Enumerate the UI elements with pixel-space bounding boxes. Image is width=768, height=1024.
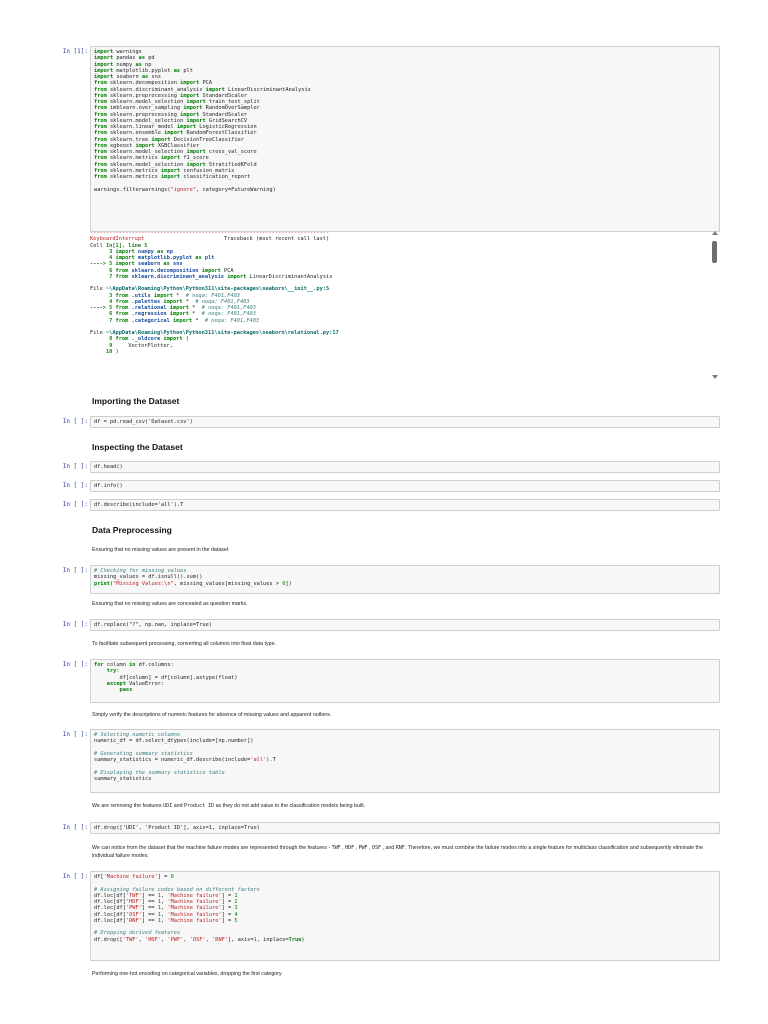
heading-preprocessing: Data Preprocessing: [92, 525, 172, 535]
code-cell-astype-float[interactable]: [60, 659, 720, 703]
code-input[interactable]: [90, 871, 720, 961]
markdown-one-hot: Performing one-hot encoding on categorical variables, dropping the first category: [92, 971, 282, 977]
md-code-twf: TWF: [331, 845, 341, 851]
code-cell-describe[interactable]: [60, 499, 720, 511]
code-cell-missing-values[interactable]: [60, 565, 720, 594]
code-input[interactable]: [90, 565, 720, 594]
cell-prompt: In [ ]:: [62, 463, 88, 470]
code-text: import warnings import pandas as pd import numpy as np import matplotlib.pyplot as plt import seaborn as sns from sklearn.decomposition import PCA from sklearn.discriminant_analysis import LinearDiscriminantAnalysis from sklearn.preprocessing import StandardScaler from sklearn.model_selection import train_test_split from imblearn.over_sampling import RandomOverSampler from sklearn.preprocessing import StandardScaler from sklearn.model_selection import GridSearchCV from sklearn.linear_model import LogisticRegression from sklearn.ensemble import RandomForestClassifier from sklearn.tree import DecisionTreeClassifier from xgboost import XGBClassifier from sklearn.model_selection import cross_val_score from sklearn.metrics import f1_score from sklearn.model_selection import StratifiedKFold from sklearn.metrics import confusion_matrix from sklearn.metrics import classification_report warnings.filterwarnings("ignore", category=FutureWarning): [94, 49, 311, 193]
md-text: . Therefore, we must combine the failure modes into a single feature for multiclass classification and subsequently eliminate the individual failure modes.: [92, 845, 703, 859]
cell-prompt: In [ ]:: [62, 873, 88, 880]
md-text: We can notice from the dataset that the machine failure modes are represented through the features -: [92, 845, 331, 851]
code-cell-imports[interactable]: [60, 46, 720, 232]
code-input[interactable]: [90, 619, 720, 631]
md-text: as they do not add value to the classification models being built.: [215, 803, 366, 809]
cell-prompt: In [ ]:: [62, 501, 88, 508]
cell-output-traceback: [90, 230, 720, 382]
code-text: df = pd.read_csv('Dataset.csv'): [94, 419, 193, 425]
cell-prompt: In [ ]:: [62, 621, 88, 628]
code-input[interactable]: [90, 461, 720, 473]
cell-prompt: In [ ]:: [62, 482, 88, 489]
code-input[interactable]: [90, 729, 720, 793]
code-text: df.info(): [94, 483, 123, 489]
code-text: df['Machine failure'] = 0 # Assigning failure codes based on different factors df.loc[df['TWF'] == 1, 'Machine failure'] = 1 df.loc[df['HDF'] == 1, 'Machine failure'] = 2 df.loc[df['PWF'] == 1, 'Machine failure'] = 3 df.loc[df['OSF'] == 1, 'Machine failure'] = 4 df.loc[df['RNF'] == 1, 'Machine failure'] = 5 # Dropping derived features df.drop(['TWF', 'HDF', 'PWF', 'OSF', 'RNF'], axis=1, inplace=True): [94, 874, 305, 943]
cell-prompt: In [ ]:: [62, 418, 88, 425]
code-cell-machine-failure[interactable]: [60, 871, 720, 961]
md-code-udi: UDI: [163, 803, 173, 809]
code-text: # Checking for missing values missing_values = df.isnull().sum() print("Missing Values:\n", missing_values[missing_values > 0]): [94, 568, 292, 587]
code-input[interactable]: [90, 46, 720, 232]
code-input[interactable]: [90, 499, 720, 511]
markdown-question-marks: Ensuring that no missing values are concealed as question marks.: [92, 601, 248, 607]
cell-prompt: In [1]:: [62, 48, 88, 55]
md-text: and: [173, 803, 183, 809]
md-code-rnf: RNF: [395, 845, 405, 851]
scroll-up-arrow-icon[interactable]: [712, 231, 718, 235]
md-code-osf: OSF: [371, 845, 381, 851]
cell-prompt: In [ ]:: [62, 567, 88, 574]
traceback-text: --------------------------------------------------------------------------- KeyboardInterrupt Traceback (most recent call last) Cell In[1], line 5 3 import numpy as np 4 import matplotlib.pyplot as plt ----> 5 import seaborn as sns 6 from sklearn.decomposition import PCA 7 from sklearn.discriminant_analysis import LinearDiscriminantAnalysis File ~\AppData\Roaming\Python\Python311\site-packages\seaborn\__init__.py:5 3 from .utils import * # noqa: F401,F403 4 from .palettes import * # noqa: F401,F403 ----> 5 from .relational import * # noqa: F401,F403 6 from .regression import * # noqa: F401,F403 7 from .categorical import * # noqa: F401,F403 File ~\AppData\Roaming\Python\Python311\site-packages\seaborn\relational.py:17 8 from ._oldcore import ( 9 VectorPlotter, 10 ): [90, 230, 339, 355]
code-text: for column in df.columns: try: df[column] = df[column].astype(float) except ValueError: pass: [94, 662, 238, 693]
heading-inspecting: Inspecting the Dataset: [92, 442, 183, 452]
code-input[interactable]: [90, 416, 720, 428]
code-text: df.replace("?", np.nan, inplace=True): [94, 622, 212, 628]
code-input[interactable]: [90, 659, 720, 703]
md-code-pwf: PWF: [358, 845, 368, 851]
output-scrollbar[interactable]: [711, 231, 719, 379]
markdown-verify-descriptions: Simply verify the descriptions of numeric features for absence of missing values and apparent outliers.: [92, 712, 332, 718]
code-cell-drop-udi[interactable]: [60, 822, 720, 834]
code-cell-read-csv[interactable]: [60, 416, 720, 428]
markdown-removing-features: [92, 802, 722, 810]
markdown-failure-modes: We can notice from the dataset that the machine failure modes are represented through the features - TWF , HDF , PWF , OSF , and RNF. Therefore, we must combine the failure modes into a single feature for multiclass classification and subsequently eliminate the individual failure modes.: [92, 845, 703, 859]
md-code-hdf: HDF: [345, 845, 355, 851]
md-text: and: [385, 845, 395, 851]
cell-prompt: In [ ]:: [62, 824, 88, 831]
code-text: df.head(): [94, 464, 123, 470]
scroll-down-arrow-icon[interactable]: [712, 375, 718, 379]
md-text: We are removing the features: [92, 803, 162, 809]
code-cell-summary-statistics[interactable]: [60, 729, 720, 793]
heading-importing: Importing the Dataset: [92, 396, 180, 406]
code-text: df.drop(['UDI', 'Product ID'], axis=1, inplace=True): [94, 825, 260, 831]
markdown-float-conversion: To facilitate subsequent processing, converting all columns into float data type.: [92, 641, 277, 647]
md-code-product-id: Product ID: [184, 803, 215, 809]
cell-prompt: In [ ]:: [62, 661, 88, 668]
cell-prompt: In [ ]:: [62, 731, 88, 738]
code-cell-info[interactable]: [60, 480, 720, 492]
code-cell-replace[interactable]: [60, 619, 720, 631]
markdown-missing-values: Ensuring that no missing values are present in the dataset: [92, 547, 229, 553]
code-cell-head[interactable]: [60, 461, 720, 473]
scrollbar-thumb[interactable]: [712, 241, 717, 263]
code-text: # Selecting numeric columns numeric_df = df.select_dtypes(include=[np.number]) # Generating summary statistics summary_statistics = numeric_df.describe(include='all').T # Displaying the summary statistics table summary_statistics: [94, 732, 276, 782]
code-input[interactable]: [90, 822, 720, 834]
code-text: df.describe(include='all').T: [94, 502, 184, 508]
code-input[interactable]: [90, 480, 720, 492]
